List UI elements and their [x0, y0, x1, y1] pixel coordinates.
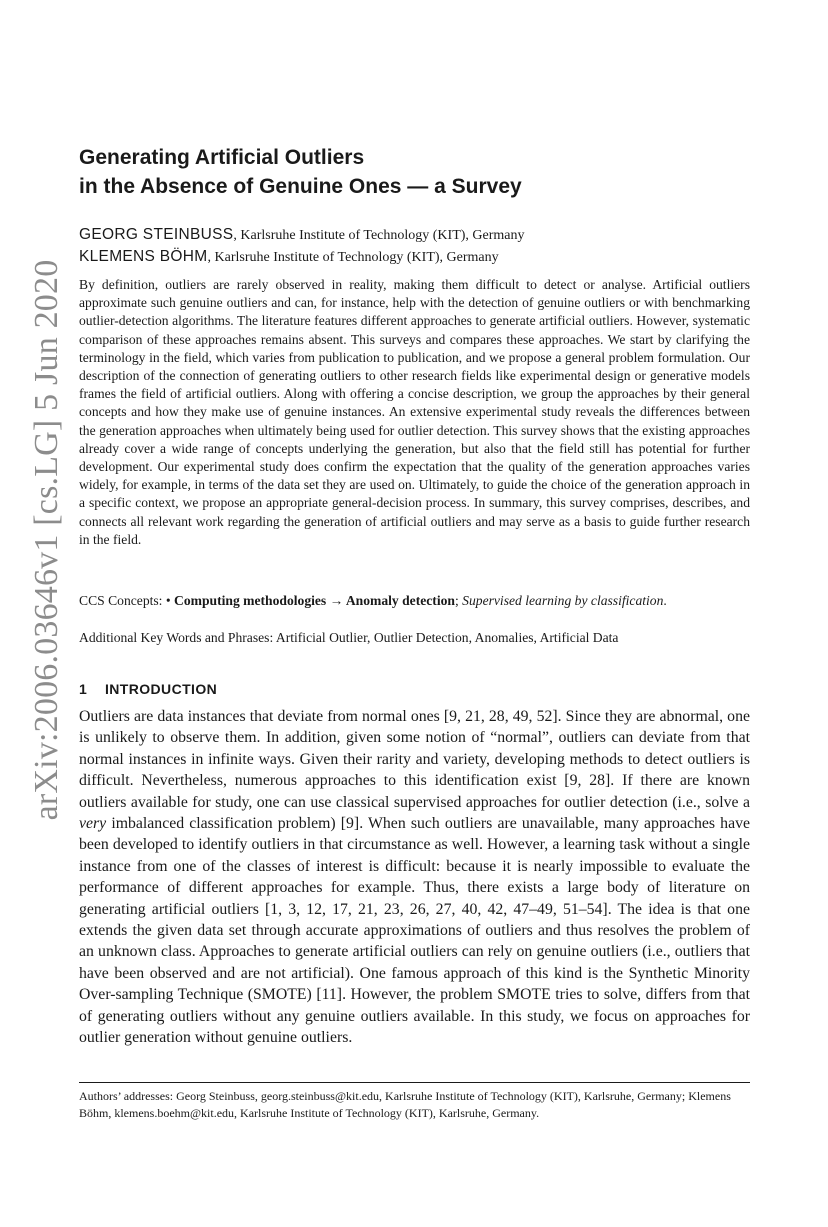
title-line-2: in the Absence of Genuine Ones — a Survey	[79, 175, 522, 198]
authors-addresses-footnote: Authors’ addresses: Georg Steinbuss, georg.steinbuss@kit.edu, Karlsruhe Institute of Technology (KIT), Karlsruhe, Germany; Klemens Böhm, klemens.boehm@kit.edu, Karlsruhe Institute of Technology (KIT), Karlsruhe, Germany.	[79, 1089, 731, 1120]
section-number: 1	[79, 681, 88, 697]
footnote-divider	[79, 1082, 750, 1083]
introduction-paragraph	[79, 706, 750, 1049]
keywords: Additional Key Words and Phrases: Artificial Outlier, Outlier Detection, Anomalies, Artificial Data	[79, 630, 619, 645]
intro-text-part-1: Outliers are data instances that deviate from normal ones [9, 21, 28, 49, 52]. Since they are abnormal, one is unlikely to observe them. In addition, given some notion of “normal”, outliers can deviate from that normal instances in infinite ways. Given their rarity and variety, developing methods to detect outliers is difficult. Nevertheless, numerous approaches to this identification exist [9, 28]. If there are known outliers available for study, one can use classical supervised approaches for outlier detection (i.e., solve a	[79, 708, 750, 811]
author-entry	[79, 246, 779, 268]
intro-emphasis: very	[79, 815, 107, 833]
section-title: INTRODUCTION	[105, 681, 218, 697]
intro-text-part-2: imbalanced classification problem) [9]. When such outliers are unavailable, many approaches have been developed to identify outliers in that circumstance as well. However, a learning task without a single instance from one of the classes of interest is difficult: because it is nearly impossible to evaluate the performance of different approaches for example. Thus, there exists a large body of literature on generating artificial outliers [1, 3, 12, 17, 21, 23, 26, 27, 40, 42, 47–49, 51–54]. The idea is that one extends the given data set through accurate approximations of outliers and thus resolves the problem of an unknown class. Approaches to generate artificial outliers can rely on genuine outliers (i.e., outliers that have been observed and are not artificial). One famous approach of this kind is the Synthetic Minority Over-sampling Technique (SMOTE) [11]. However, the problem SMOTE tries to solve, differs from that of generating outliers without any genuine outliers available. In this study, we focus on approaches for outlier generation without genuine outliers.	[79, 815, 750, 1047]
author-entry	[79, 224, 779, 246]
arxiv-id-text: arXiv:2006.03646v1 [cs.LG] 5 Jun 2020	[28, 259, 65, 821]
author-list	[79, 224, 779, 268]
ccs-concepts	[79, 592, 769, 610]
title-line-1: Generating Artificial Outliers	[79, 146, 365, 169]
section-heading	[79, 681, 217, 697]
abstract: By definition, outliers are rarely observed in reality, making them difficult to detect or analyse. Artificial outliers approximate such genuine outliers and can, for instance, help with the detection of genuine outliers or with benchmarking outlier-detection algorithms. The literature features different approaches to generate artificial outliers. However, systematic comparison of these approaches remains absent. This surveys and compares these approaches. We start by clarifying the terminology in the field, which varies from publication to publication, and we propose a general problem formulation. Our description of the connection of generating outliers to other research fields like experimental design or generative models frames the field of artificial outliers. Along with offering a concise description, we group the approaches by their general concepts and how they make use of genuine instances. An extensive experimental study reveals the differences between the generation approaches when ultimately being used for outlier detection. This survey shows that the existing approaches already cover a wide range of concepts underlying the generation, but also that the field still has potential for further development. Our experimental study does confirm the expectation that the quality of the generation approaches varies widely, for example, in terms of the data set they are used on. Ultimately, to guide the choice of the generation approach in a specific context, we propose an appropriate general-decision process. In summary, this survey comprises, describes, and connects all relevant work regarding the generation of artificial outliers and may serve as a basis to guide further research in the field.	[79, 277, 750, 547]
paper-title	[79, 143, 759, 201]
author-affiliation: , Karlsruhe Institute of Technology (KIT), Germany	[207, 250, 499, 265]
author-affiliation: , Karlsruhe Institute of Technology (KIT), Germany	[233, 228, 525, 243]
ccs-separator: ;	[454, 593, 463, 608]
ccs-prefix: CCS Concepts: •	[79, 593, 175, 608]
author-name: KLEMENS BÖHM	[79, 248, 208, 265]
ccs-primary-concept: Computing methodologies → Anomaly detection	[174, 593, 455, 608]
arxiv-identifier-stamp	[17, 250, 77, 830]
author-name: GEORG STEINBUSS	[79, 226, 234, 243]
ccs-suffix: .	[663, 593, 667, 608]
ccs-secondary-concept: Supervised learning by classification	[462, 593, 664, 608]
